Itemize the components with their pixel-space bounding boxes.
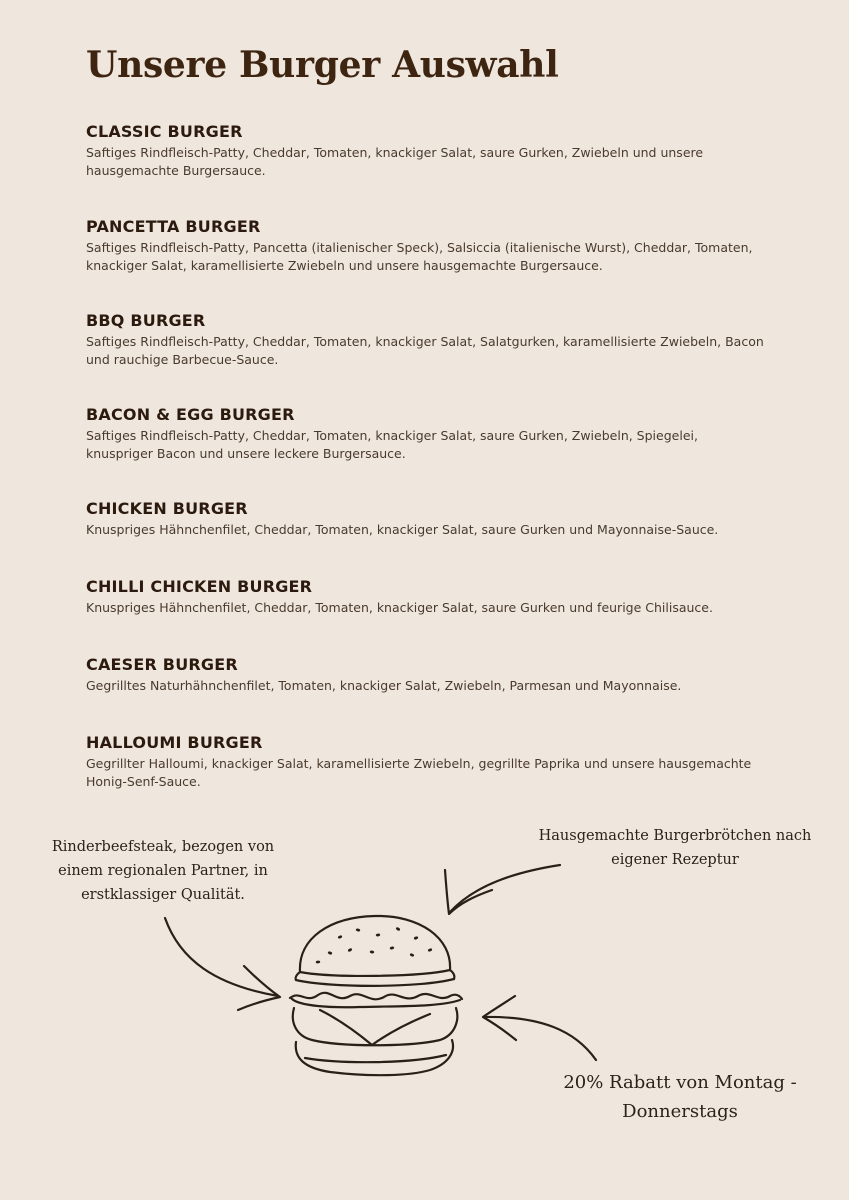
sesame-seeds (316, 927, 433, 964)
menu-item-name: CAESER BURGER (86, 655, 238, 674)
menu-item-name: HALLOUMI BURGER (86, 733, 263, 752)
page-title: Unsere Burger Auswahl (86, 44, 559, 86)
burger-icon (290, 916, 462, 1075)
menu-item-description: Gegrillter Halloumi, knackiger Salat, karamellisierte Zwiebeln, gegrillte Paprika und unsere hausgemachte Honig-Senf-Sauce. (86, 756, 752, 789)
menu-item-description: Saftiges Rindfleisch-Patty, Cheddar, Tomaten, knackiger Salat, saure Gurken, Zwiebeln, Spiegelei, knuspriger Bacon und unsere leckere Burgersauce. (86, 428, 698, 461)
menu-item-description: Knuspriges Hähnchenfilet, Cheddar, Tomaten, knackiger Salat, saure Gurken und feurige Chilisauce. (86, 600, 713, 615)
arrow-icon (483, 996, 596, 1060)
menu-item-name: CHILLI CHICKEN BURGER (86, 577, 313, 596)
note-beef-quality: Rinderbeefsteak, bezogen von einem regionalen Partner, in erstklassiger Qualität. (51, 839, 275, 903)
menu-item-description: Gegrilltes Naturhähnchenfilet, Tomaten, knackiger Salat, Zwiebeln, Parmesan und Mayonnaise. (86, 678, 682, 693)
menu-item-name: BBQ BURGER (86, 311, 206, 330)
arrow-icon (165, 918, 280, 1010)
note-discount: 20% Rabatt von Montag - Donnerstags (563, 1072, 797, 1122)
note-buns: Hausgemachte Burgerbrötchen nach eigener Rezeptur (538, 828, 812, 868)
arrow-icon (445, 865, 560, 914)
menu-item-name: BACON & EGG BURGER (86, 405, 295, 424)
menu-item-name: CLASSIC BURGER (86, 122, 243, 141)
menu-item-description: Saftiges Rindfleisch-Patty, Pancetta (italienischer Speck), Salsiccia (italienische Wurst), Cheddar, Tomaten, knackiger Salat, karamellisierte Zwiebeln und unsere hausgemachte Burgersauce. (86, 240, 753, 273)
menu-item-name: PANCETTA BURGER (86, 217, 261, 236)
menu-item-description: Knuspriges Hähnchenfilet, Cheddar, Tomaten, knackiger Salat, saure Gurken und Mayonnaise-Sauce. (86, 522, 719, 537)
menu-item-name: CHICKEN BURGER (86, 499, 248, 518)
menu-item-description: Saftiges Rindfleisch-Patty, Cheddar, Tomaten, knackiger Salat, saure Gurken, Zwiebeln und unsere hausgemachte Burgersauce. (86, 145, 704, 178)
menu-item-description: Saftiges Rindfleisch-Patty, Cheddar, Tomaten, knackiger Salat, Salatgurken, karamellisierte Zwiebeln, Bacon und rauchige Barbecue-Sauce. (86, 334, 764, 367)
